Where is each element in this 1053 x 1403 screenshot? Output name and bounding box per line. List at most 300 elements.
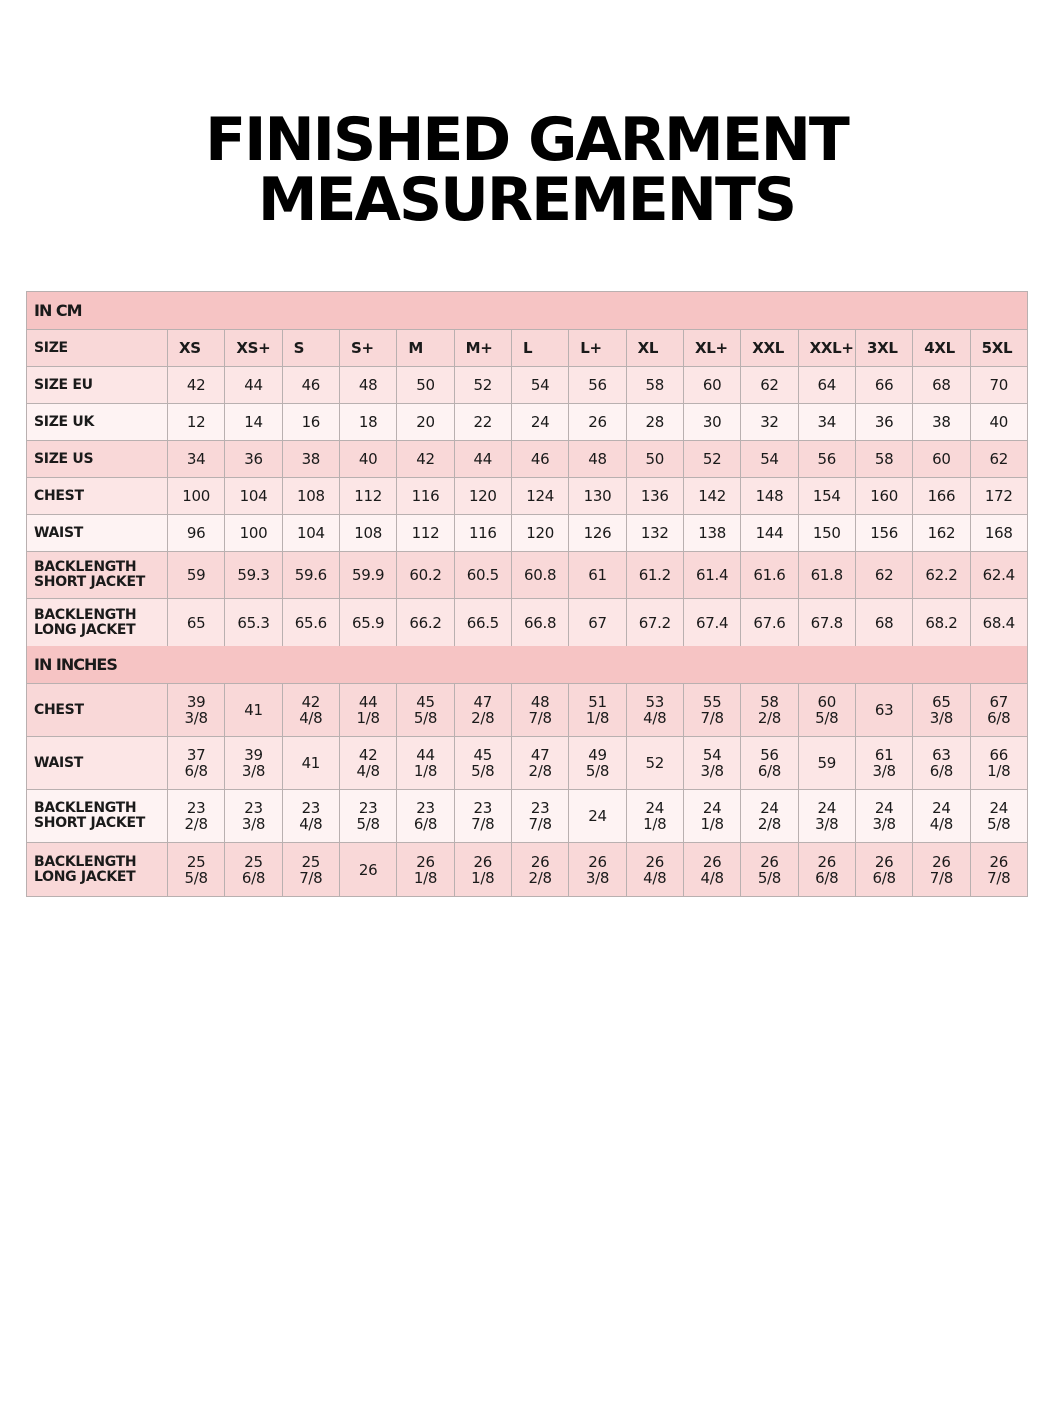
table-cell [455, 737, 512, 789]
whole-number: 63 [932, 746, 951, 764]
table-cell: 67.8 [799, 599, 856, 646]
size-header-cell: M+ [455, 330, 512, 366]
table-cell: 14 [225, 404, 282, 440]
whole-number: 25 [186, 852, 206, 871]
row-label-line: CHEST [34, 701, 84, 718]
whole-number: 26 [358, 860, 378, 879]
table-cell [799, 737, 856, 789]
table-cell: 65.9 [340, 599, 397, 646]
row-label-text [34, 452, 93, 467]
table-cell [512, 684, 569, 736]
row-label [27, 790, 168, 842]
table-cell [225, 737, 282, 789]
fraction: 2/8 [184, 815, 208, 833]
row-label [27, 552, 168, 598]
table-cell [569, 684, 626, 736]
row-cells [168, 367, 1027, 403]
table-cell: 65 [168, 599, 225, 646]
table-cell: 104 [283, 515, 340, 551]
fraction: 5/8 [757, 868, 782, 887]
table-cell: 30 [684, 404, 741, 440]
table-cell: 61 [569, 552, 626, 598]
table-cell: 64 [799, 367, 856, 403]
table-cell [168, 843, 225, 896]
fraction: 7/8 [929, 868, 954, 887]
fraction: 5/8 [413, 709, 438, 727]
whole-number: 67 [989, 693, 1008, 711]
fraction: 3/8 [872, 815, 896, 833]
table-cell [168, 684, 225, 736]
row-label-text [34, 560, 145, 590]
whole-number: 25 [244, 852, 263, 871]
table-cell: 136 [627, 478, 684, 514]
row-label-text [34, 801, 145, 831]
row-label: SIZE [27, 330, 168, 366]
whole-number: 47 [530, 746, 550, 764]
table-cell: 46 [283, 367, 340, 403]
fraction: 3/8 [184, 709, 208, 727]
row-label [27, 404, 168, 440]
table-cell: 100 [225, 515, 282, 551]
whole-number: 63 [874, 701, 894, 719]
table-cell: 32 [741, 404, 798, 440]
table-cell [971, 684, 1027, 736]
title-line-1: FINISHED GARMENT [205, 105, 848, 175]
whole-number: 23 [416, 799, 435, 817]
table-cell [569, 843, 626, 896]
table-cell [856, 843, 913, 896]
row-label [27, 441, 168, 477]
whole-number: 54 [702, 746, 722, 764]
table-cell [225, 843, 282, 896]
fraction: 7/8 [528, 709, 552, 727]
table-cell [283, 737, 340, 789]
table-cell: 100 [168, 478, 225, 514]
table-cell: 59.3 [225, 552, 282, 598]
table-row [27, 552, 1027, 599]
table-cell: 66.5 [455, 599, 512, 646]
row-label-text [34, 608, 136, 638]
inches-table-body [27, 684, 1027, 896]
fraction: 7/8 [299, 868, 323, 887]
table-cell [971, 737, 1027, 789]
whole-number: 23 [186, 799, 206, 817]
table-cell [168, 790, 225, 842]
table-cell [512, 843, 569, 896]
table-cell [512, 790, 569, 842]
table-cell [569, 737, 626, 789]
table-cell [627, 684, 684, 736]
table-cell [455, 790, 512, 842]
table-cell [741, 790, 798, 842]
whole-number: 42 [358, 746, 378, 764]
whole-number: 65 [932, 693, 951, 711]
table-cell: 62.4 [982, 566, 1015, 584]
table-cell: 132 [627, 515, 684, 551]
measurement-table [26, 291, 1028, 897]
table-cell: 120 [512, 515, 569, 551]
fraction: 3/8 [872, 762, 896, 780]
size-header-cell: XS+ [225, 330, 282, 366]
table-cell [856, 790, 913, 842]
row-label [27, 515, 168, 551]
table-row [27, 478, 1027, 515]
fraction: 7/8 [471, 815, 495, 833]
row-label-line: BACKLENGTH [34, 853, 137, 870]
fraction: 7/8 [987, 868, 1011, 887]
table-cell: 48 [569, 441, 626, 477]
whole-number: 53 [645, 693, 665, 711]
fraction: 4/8 [643, 709, 667, 727]
row-label-text [34, 756, 83, 771]
fraction: 7/8 [528, 815, 552, 833]
table-cell: 59.6 [283, 552, 340, 598]
size-header-cell: XL [627, 330, 684, 366]
table-cell [283, 843, 340, 896]
table-cell: 112 [340, 478, 397, 514]
size-header-cell: S [283, 330, 340, 366]
table-cell: 52 [684, 441, 741, 477]
table-cell [283, 790, 340, 842]
table-cell [397, 843, 454, 896]
whole-number: 49 [588, 746, 607, 764]
whole-number: 51 [588, 693, 607, 711]
table-cell: 54 [512, 367, 569, 403]
row-cells [168, 737, 1027, 789]
table-cell: 59 [168, 552, 225, 598]
table-cell: 66.8 [512, 599, 569, 646]
row-label-text [34, 855, 136, 885]
table-cell: 66 [856, 367, 913, 403]
table-cell: 148 [741, 478, 798, 514]
fraction: 3/8 [585, 868, 610, 887]
table-row [27, 515, 1027, 552]
whole-number: 26 [588, 852, 607, 871]
table-cell: 44 [225, 367, 282, 403]
table-row [27, 737, 1027, 790]
whole-number: 44 [416, 746, 435, 764]
table-cell [397, 737, 454, 789]
table-cell [913, 737, 970, 789]
whole-number: 60 [817, 693, 837, 711]
whole-number: 56 [760, 746, 779, 764]
size-header-row [27, 330, 1027, 367]
table-cell [397, 790, 454, 842]
whole-number: 24 [645, 799, 665, 817]
table-cell: 104 [225, 478, 282, 514]
whole-number: 47 [473, 693, 493, 711]
table-cell [799, 790, 856, 842]
table-cell: 138 [684, 515, 741, 551]
fraction: 4/8 [929, 815, 954, 833]
table-cell [455, 843, 512, 896]
table-cell [856, 684, 913, 736]
row-label-line: BACKLENGTH [34, 606, 137, 623]
whole-number: 24 [989, 799, 1008, 817]
table-cell [455, 684, 512, 736]
size-header-cell: 4XL [913, 330, 970, 366]
table-cell: 62 [856, 552, 913, 598]
row-label-text [34, 489, 84, 504]
table-cell: 60.2 [397, 552, 454, 598]
table-cell: 108 [283, 478, 340, 514]
row-label-line: SHORT JACKET [34, 574, 145, 590]
size-header-cell: L [512, 330, 569, 366]
table-cell [799, 684, 856, 736]
fraction: 1/8 [471, 868, 495, 887]
title-line-2: MEASUREMENTS [257, 165, 796, 235]
table-cell: 36 [225, 441, 282, 477]
whole-number: 39 [244, 746, 263, 764]
whole-number: 45 [416, 693, 435, 711]
fraction: 6/8 [184, 762, 208, 780]
table-cell [340, 790, 397, 842]
row-label-text [34, 703, 84, 718]
fraction: 6/8 [241, 868, 266, 887]
row-label [27, 599, 168, 646]
table-cell: 166 [913, 478, 970, 514]
whole-number: 37 [186, 746, 206, 764]
table-cell: 61.6 [741, 552, 798, 598]
table-cell [225, 790, 282, 842]
fraction: 2/8 [528, 868, 552, 887]
table-row [27, 441, 1027, 478]
whole-number: 26 [416, 852, 435, 871]
row-label-line: BACKLENGTH [34, 559, 137, 575]
whole-number: 24 [874, 799, 894, 817]
whole-number: 26 [473, 852, 493, 871]
row-label-line: LONG JACKET [34, 868, 136, 885]
row-label [27, 684, 168, 736]
fraction: 5/8 [815, 709, 839, 727]
fraction: 4/8 [356, 762, 380, 780]
table-cell [569, 790, 626, 842]
row-cells [168, 515, 1027, 551]
fraction: 1/8 [643, 815, 667, 833]
table-cell: 67.2 [627, 599, 684, 646]
table-cell [799, 843, 856, 896]
table-cell: 154 [799, 478, 856, 514]
table-cell: 68.4 [982, 613, 1015, 632]
row-label-line: LONG JACKET [34, 621, 136, 638]
table-cell [741, 737, 798, 789]
row-label-line: WAIST [34, 754, 83, 771]
table-cell [340, 843, 397, 896]
fraction: 1/8 [987, 762, 1011, 780]
table-cell [913, 790, 970, 842]
size-header-cell: XXL+ [799, 330, 856, 366]
table-cell: 56 [569, 367, 626, 403]
whole-number: 41 [244, 701, 263, 719]
table-cell: 44 [455, 441, 512, 477]
cm-table-body [27, 330, 1027, 646]
fraction: 6/8 [815, 868, 839, 887]
fraction: 1/8 [413, 868, 438, 887]
fraction: 5/8 [356, 815, 380, 833]
table-cell [684, 790, 741, 842]
row-label-text [34, 415, 94, 430]
table-cell: 68 [856, 599, 913, 646]
table-cell: 156 [856, 515, 913, 551]
size-header-cell: 5XL [981, 339, 1013, 357]
table-cell: 48 [340, 367, 397, 403]
table-cell: 65.3 [225, 599, 282, 646]
row-cells [168, 478, 1027, 514]
fraction: 2/8 [757, 709, 782, 727]
size-header-cell: XS [168, 330, 225, 366]
fraction: 1/8 [700, 815, 724, 833]
table-cell: 66.2 [397, 599, 454, 646]
row-cells [168, 790, 1027, 842]
whole-number: 39 [186, 693, 206, 711]
whole-number: 23 [358, 799, 378, 817]
whole-number: 26 [530, 852, 550, 871]
table-cell: 26 [569, 404, 626, 440]
table-cell [971, 790, 1027, 842]
table-row [27, 599, 1027, 646]
size-header-cell: XXL [741, 330, 798, 366]
table-cell: 172 [984, 487, 1013, 505]
fraction: 7/8 [700, 709, 724, 727]
whole-number: 24 [817, 799, 837, 817]
size-header-cell: XL+ [684, 330, 741, 366]
table-cell [168, 737, 225, 789]
table-cell [340, 684, 397, 736]
table-cell [627, 790, 684, 842]
fraction: 1/8 [413, 762, 438, 780]
table-cell: 38 [913, 404, 970, 440]
table-cell: 142 [684, 478, 741, 514]
table-cell [225, 684, 282, 736]
fraction: 3/8 [929, 709, 954, 727]
section-heading-cm: IN CM [27, 292, 1027, 330]
table-cell: 22 [455, 404, 512, 440]
row-label-line: SIZE US [34, 450, 94, 467]
whole-number: 26 [645, 852, 665, 871]
table-cell [913, 843, 970, 896]
row-cells [168, 330, 1027, 366]
table-cell [512, 737, 569, 789]
table-cell: 112 [397, 515, 454, 551]
table-cell: 58 [627, 367, 684, 403]
whole-number: 23 [244, 799, 263, 817]
whole-number: 26 [932, 852, 951, 871]
row-label [27, 737, 168, 789]
size-header-cell: L+ [569, 330, 626, 366]
page-title [0, 105, 1053, 235]
table-cell: 59.9 [340, 552, 397, 598]
table-cell: 60 [913, 441, 970, 477]
table-cell: 160 [856, 478, 913, 514]
table-cell: 120 [455, 478, 512, 514]
table-cell [856, 737, 913, 789]
row-cells [168, 843, 1027, 896]
table-cell: 65.6 [283, 599, 340, 646]
table-cell: 28 [627, 404, 684, 440]
fraction: 3/8 [815, 815, 839, 833]
whole-number: 24 [588, 807, 607, 825]
table-cell: 40 [989, 413, 1008, 431]
table-cell: 34 [168, 441, 225, 477]
table-cell: 60 [684, 367, 741, 403]
whole-number: 41 [301, 754, 321, 772]
row-cells [168, 599, 1027, 646]
whole-number: 24 [702, 799, 722, 817]
table-cell: 54 [741, 441, 798, 477]
table-cell: 42 [397, 441, 454, 477]
table-cell: 96 [168, 515, 225, 551]
whole-number: 26 [760, 852, 779, 871]
fraction: 4/8 [643, 868, 667, 887]
row-label-text [34, 378, 93, 393]
table-cell: 60.5 [455, 552, 512, 598]
table-row [27, 843, 1027, 896]
table-cell [741, 684, 798, 736]
fraction: 4/8 [299, 815, 323, 833]
fraction: 4/8 [700, 868, 724, 887]
table-cell: 40 [340, 441, 397, 477]
table-cell: 42 [168, 367, 225, 403]
table-cell [684, 684, 741, 736]
table-cell: 162 [913, 515, 970, 551]
table-cell: 144 [741, 515, 798, 551]
table-cell: 24 [512, 404, 569, 440]
fraction: 5/8 [471, 762, 495, 780]
fraction: 3/8 [700, 762, 724, 780]
table-row [27, 684, 1027, 737]
whole-number: 58 [760, 693, 779, 711]
size-header-cell: 3XL [856, 330, 913, 366]
table-cell: 60.8 [512, 552, 569, 598]
table-cell [627, 843, 684, 896]
table-cell [283, 684, 340, 736]
whole-number: 44 [358, 693, 378, 711]
fraction: 2/8 [528, 762, 552, 780]
row-label-line: SIZE UK [34, 413, 94, 430]
whole-number: 61 [874, 746, 894, 764]
table-row [27, 404, 1027, 441]
row-cells [168, 684, 1027, 736]
row-cells [168, 404, 1027, 440]
table-cell: 62 [741, 367, 798, 403]
table-cell [913, 684, 970, 736]
whole-number: 55 [702, 693, 722, 711]
fraction: 3/8 [241, 762, 266, 780]
whole-number: 24 [760, 799, 779, 817]
whole-number: 42 [301, 693, 321, 711]
fraction: 1/8 [585, 709, 610, 727]
table-cell: 108 [340, 515, 397, 551]
table-cell: 70 [989, 376, 1008, 394]
table-cell: 168 [984, 524, 1013, 542]
table-cell: 36 [856, 404, 913, 440]
table-cell: 116 [397, 478, 454, 514]
table-cell: 124 [512, 478, 569, 514]
table-cell: 61.4 [684, 552, 741, 598]
whole-number: 24 [932, 799, 951, 817]
whole-number: 23 [301, 799, 321, 817]
fraction: 6/8 [757, 762, 782, 780]
table-cell: 56 [799, 441, 856, 477]
table-cell: 20 [397, 404, 454, 440]
fraction: 5/8 [184, 868, 208, 887]
row-label [27, 478, 168, 514]
fraction: 5/8 [987, 815, 1011, 833]
whole-number: 66 [989, 746, 1008, 764]
table-row [27, 367, 1027, 404]
table-cell: 61.8 [799, 552, 856, 598]
whole-number: 26 [874, 852, 894, 871]
